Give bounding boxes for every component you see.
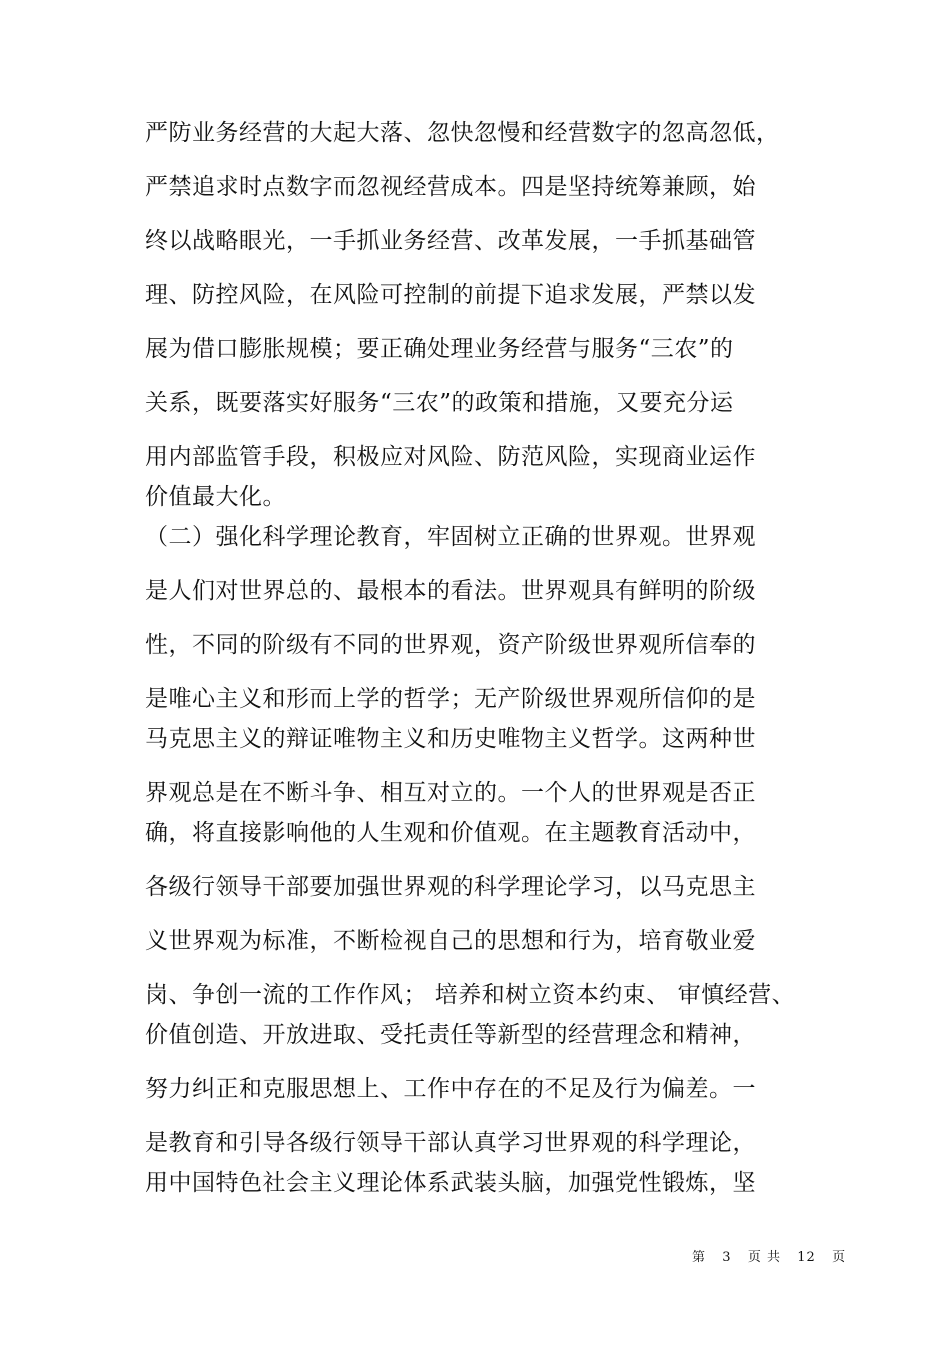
text-line: 价值最大化。: [145, 484, 286, 510]
text-line: 是人们对世界总的、最根本的看法。世界观具有鲜明的阶级: [145, 578, 756, 604]
text-line: 严禁追求时点数字而忽视经营成本。四是坚持统筹兼顾，始: [145, 174, 756, 200]
text-line: 用内部监管手段，积极应对风险、防范风险，实现商业运作: [145, 444, 756, 470]
text-line: 关系，既要落实好服务“三农”的政策和措施，又要充分运: [145, 390, 734, 416]
current-page-number: 3: [722, 1250, 732, 1265]
text-line: 价值创造、开放进取、受托责任等新型的经营理念和精神，: [145, 1022, 756, 1048]
text-line: 努力纠正和克服思想上、工作中存在的不足及行为偏差。一: [145, 1076, 756, 1102]
text-line: 各级行领导干部要加强世界观的科学理论学习，以马克思主: [145, 874, 756, 900]
text-line: 性，不同的阶级有不同的世界观，资产阶级世界观所信奉的: [145, 632, 756, 658]
text-line: 义世界观为标准，不断检视自己的思想和行为，培育敬业爱: [145, 928, 756, 954]
footer-suffix: 页: [832, 1250, 847, 1265]
text-line: 界观总是在不断斗争、相互对立的。一个人的世界观是否正: [145, 780, 756, 806]
text-line: 展为借口膨胀规模；要正确处理业务经营与服务“三农”的: [145, 336, 734, 362]
text-line: 岗、争创一流的工作作风； 培养和树立资本约束、 审慎经营、: [145, 982, 796, 1008]
text-line: 确，将直接影响他的人生观和价值观。在主题教育活动中，: [145, 820, 756, 846]
footer-middle: 页 共: [747, 1250, 781, 1265]
text-line: 严防业务经营的大起大落、忽快忽慢和经营数字的忽高忽低，: [145, 120, 780, 146]
text-line: 理、防控风险，在风险可控制的前提下追求发展，严禁以发: [145, 282, 756, 308]
text-line: 是唯心主义和形而上学的哲学；无产阶级世界观所信仰的是: [145, 686, 756, 712]
page-footer: [692, 1250, 846, 1266]
footer-prefix: 第: [692, 1250, 707, 1265]
text-line: 马克思主义的辩证唯物主义和历史唯物主义哲学。这两种世: [145, 726, 756, 752]
section-heading-line: （二）强化科学理论教育，牢固树立正确的世界观。世界观: [145, 524, 756, 550]
text-line: 用中国特色社会主义理论体系武装头脑，加强党性锻炼，坚: [145, 1170, 756, 1196]
total-page-count: 12: [797, 1250, 816, 1265]
text-line: 是教育和引导各级行领导干部认真学习世界观的科学理论，: [145, 1130, 756, 1156]
text-line: 终以战略眼光，一手抓业务经营、改革发展，一手抓基础管: [145, 228, 756, 254]
